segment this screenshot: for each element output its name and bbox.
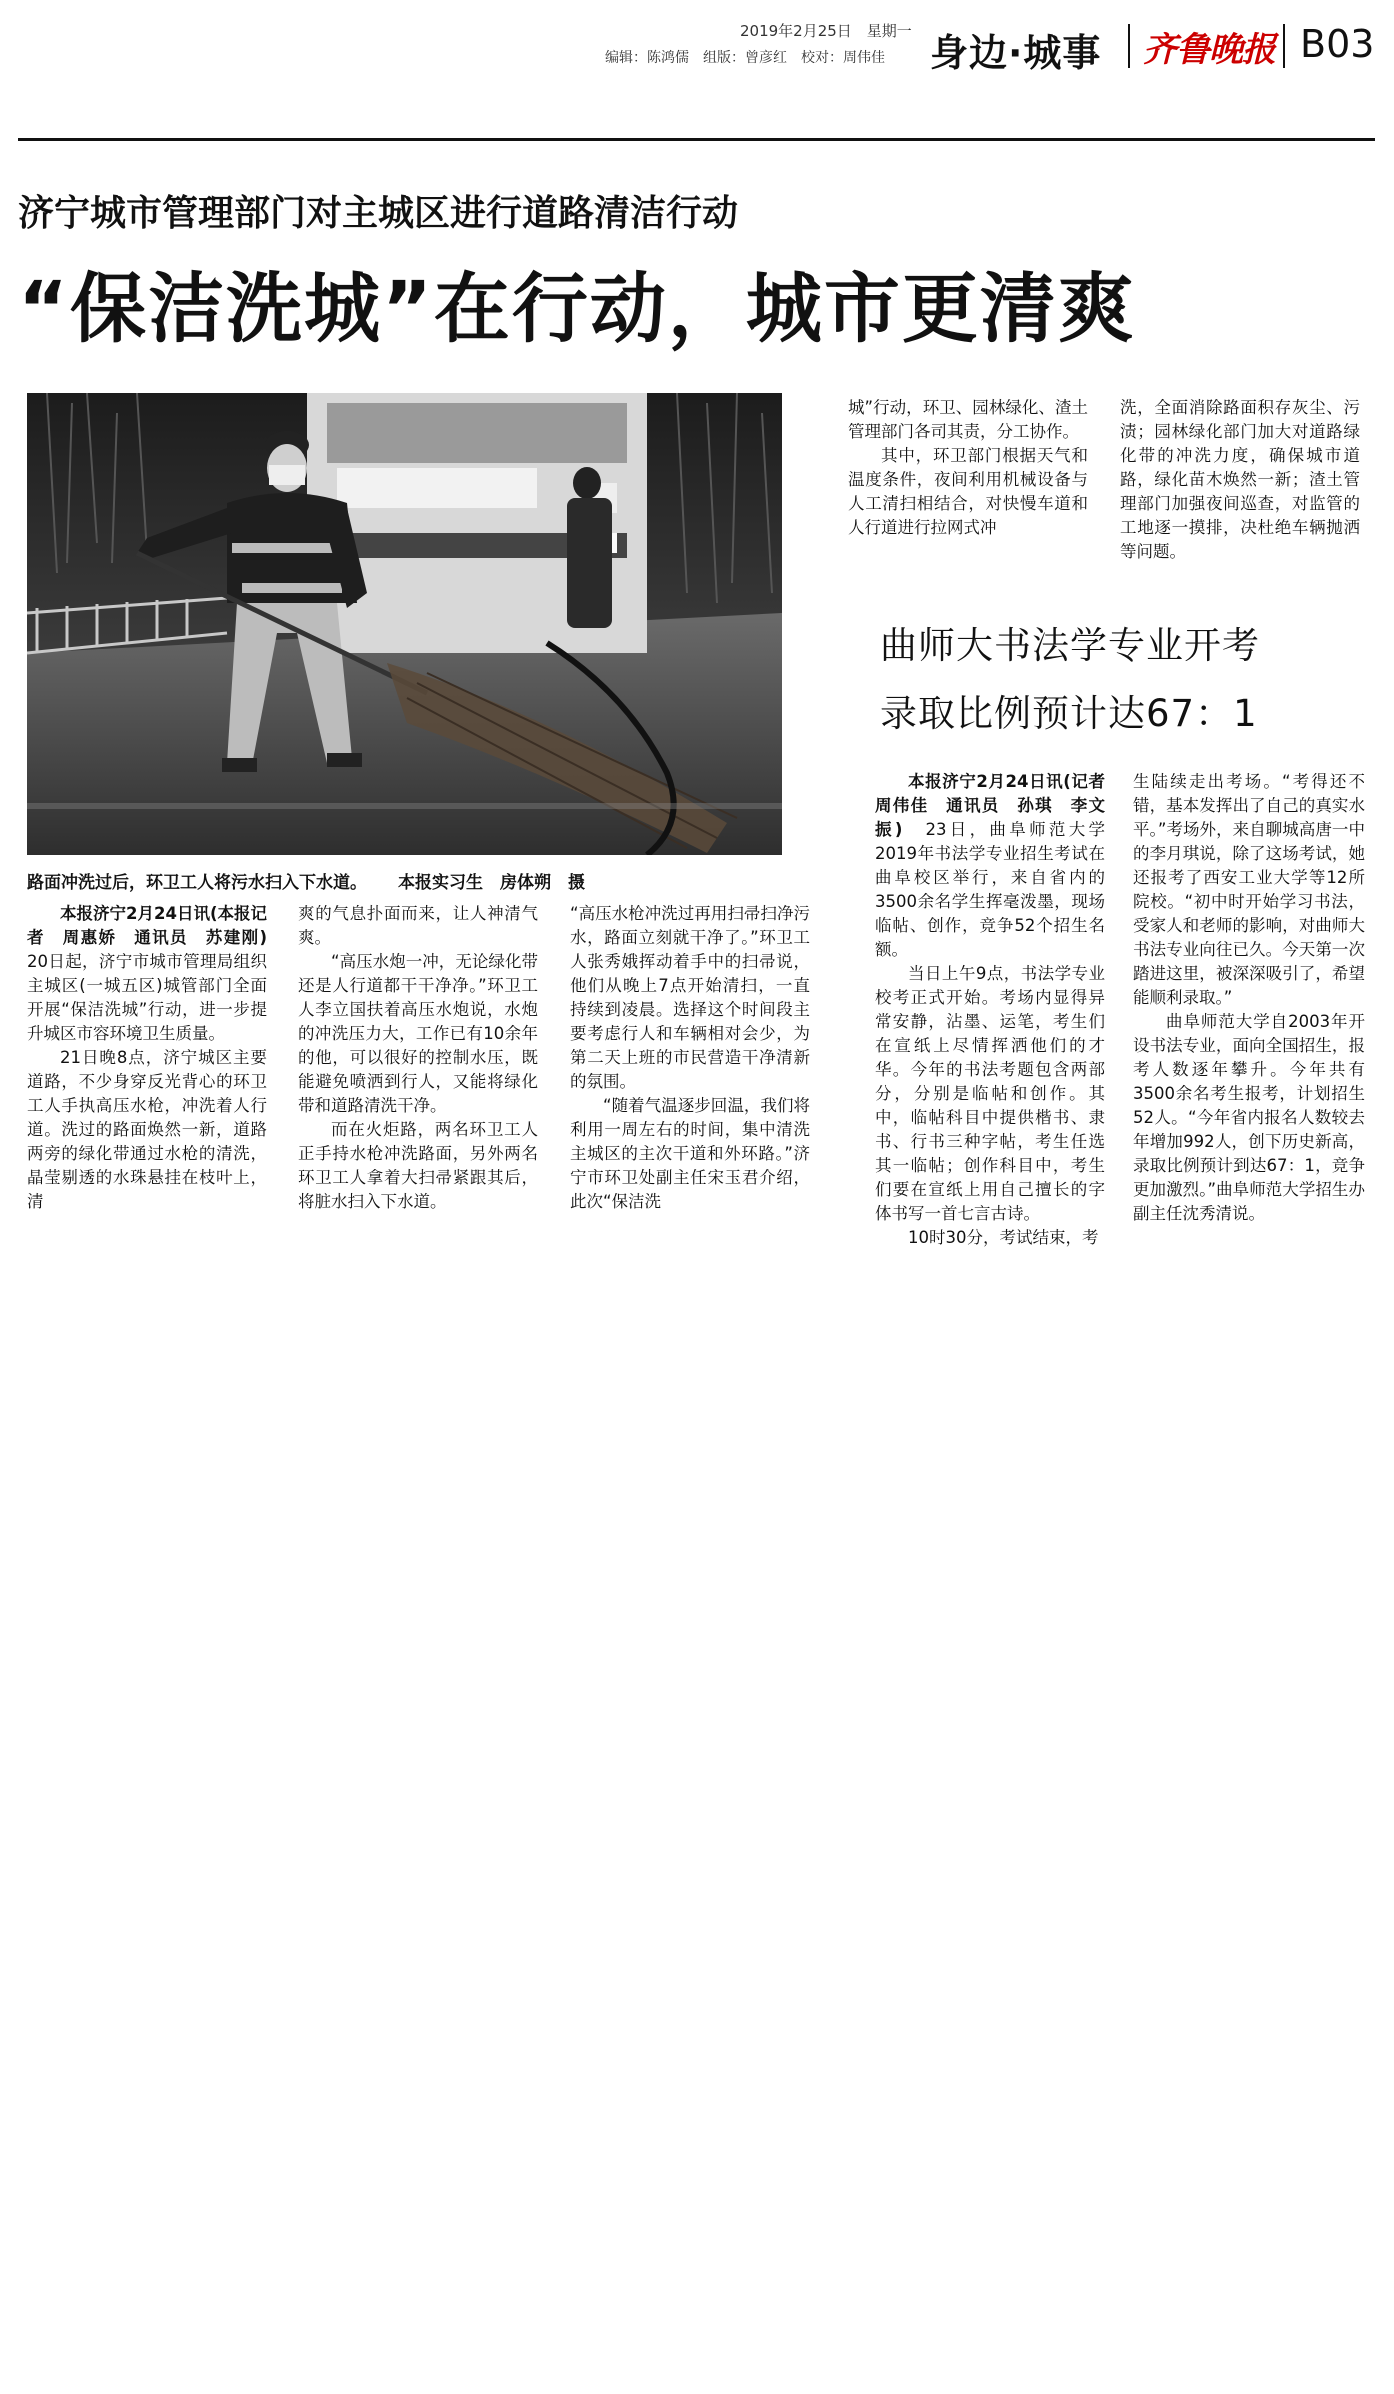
- article1-paragraph: 21日晚8点，济宁城区主要道路，不少身穿反光背心的环卫工人手执高压水枪，冲洗着人行道。洗过的路面焕然一新，道路两旁的绿化带通过水枪的清洗，晶莹剔透的水珠悬挂在枝叶上，清: [27, 1048, 267, 1211]
- article1-column-4: [848, 396, 1088, 540]
- article1-column-3: [570, 902, 810, 1214]
- article2-title-line1: 曲师大书法学专业开考: [880, 624, 1260, 667]
- photo-credit: 本报实习生 房体朔 摄: [398, 873, 585, 893]
- article1-dateline: 本报济宁2月24日讯(本报记者 周惠娇 通讯员 苏建刚): [27, 904, 267, 947]
- article2-paragraph: 生陆续走出考场。“考得还不错，基本发挥出了自己的真实水平。”考场外，来自聊城高唐一中的李月琪说，除了这场考试，她还报考了西安工业大学等12所院校。“初中时开始学习书法，受家人和老师的影响，对曲师大书法专业向往已久。今天第一次踏进这里，被深深吸引了，希望能顺利录取。”: [1133, 772, 1365, 1007]
- editor-credits: 编辑：陈鸿儒 组版：曾彦红 校对：周伟佳: [605, 50, 885, 66]
- article1-paragraph: 其中，环卫部门根据天气和温度条件，夜间利用机械设备与人工清扫相结合，对快慢车道和人行道进行拉网式冲: [848, 446, 1088, 537]
- article1-text: 20日起，济宁市城市管理局组织主城区(一城五区)城管部门全面开展“保洁洗城”行动，进一步提升城区市容环境卫生质量。: [27, 952, 267, 1043]
- article2-column-1: [875, 770, 1122, 1250]
- header-divider: [1128, 24, 1130, 68]
- article2-paragraph: 当日上午9点，书法学专业校考正式开始。考场内显得异常安静，沾墨、运笔，考生们在宣纸上尽情挥洒他们的才华。今年的书法考题包含两部分，分别是临帖和创作。其中，临帖科目中提供楷书、隶书、行书三种字帖，考生任选其一临帖；创作科目中，考生们要在宣纸上用自己擅长的字体书写一首七言古诗。: [875, 964, 1105, 1223]
- article2-dateline: 本报济宁2月24日讯(记者 周伟佳 通讯员 孙琪 李文振): [875, 772, 1122, 839]
- article2-text: 23日，曲阜师范大学2019年书法学专业招生考试在曲阜校区举行，来自省内的3500余名学生挥毫泼墨，现场临帖、创作，竞争52个招生名额。: [875, 820, 1106, 959]
- article1-paragraph: 城”行动，环卫、园林绿化、渣土管理部门各司其责，分工协作。: [848, 398, 1088, 441]
- article1-paragraph: 爽的气息扑面而来，让人神清气爽。: [298, 904, 538, 947]
- article1-paragraph: “高压水炮一冲，无论绿化带还是人行道都干干净净。”环卫工人李立国扶着高压水炮说，水炮的冲洗压力大，工作已有10余年的他，可以很好的控制水压，既能避免喷洒到行人，又能将绿化带和道路清洗干净。: [298, 952, 538, 1115]
- page-number: B03: [1300, 22, 1375, 66]
- article1-paragraph: [27, 902, 267, 1046]
- photo-caption: 路面冲洗过后，环卫工人将污水扫入下水道。: [27, 873, 367, 893]
- article-headline: “保洁洗城”在行动，城市更清爽: [18, 264, 1136, 353]
- article2-paragraph: [875, 770, 1122, 962]
- article1-column-5: [1120, 396, 1360, 564]
- section-title: 身边·城事: [930, 31, 1102, 75]
- article1-paragraph: “随着气温逐步回温，我们将利用一周左右的时间，集中清洗主城区的主次干道和外环路。”济宁市环卫处副主任宋玉君介绍，此次“保洁洗: [570, 1096, 810, 1211]
- news-photo: [27, 393, 782, 855]
- article2-paragraph: 曲阜师范大学自2003年开设书法专业，面向全国招生，报考人数逐年攀升。今年共有3500余名考生报考，计划招生52人。“今年省内报名人数较去年增加992人，创下历史新高，录取比例预计到达67：1，竞争更加激烈。”曲阜师范大学招生办副主任沈秀清说。: [1133, 1012, 1365, 1223]
- street-cleaning-photo: [27, 393, 782, 855]
- article2-paragraph: 10时30分，考试结束，考: [908, 1228, 1099, 1247]
- header-divider: [1283, 24, 1285, 68]
- article1-paragraph: 洗，全面消除路面积存灰尘、污渍；园林绿化部门加大对道路绿化带的冲洗力度，确保城市道路，绿化苗木焕然一新；渣土管理部门加强夜间巡查，对监管的工地逐一摸排，决杜绝车辆抛洒等问题。: [1120, 398, 1360, 561]
- newspaper-logo: 齐鲁晚报: [1143, 30, 1275, 70]
- article1-paragraph: “高压水枪冲洗过再用扫帚扫净污水，路面立刻就干净了。”环卫工人张秀娥挥动着手中的扫帚说，他们从晚上7点开始清扫，一直持续到凌晨。选择这个时间段主要考虑行人和车辆相对会少，为第二天上班的市民营造干净清新的氛围。: [570, 904, 810, 1091]
- article1-column-1: [27, 902, 267, 1214]
- issue-date: 2019年2月25日 星期一: [740, 22, 912, 40]
- article2-title-line2: 录取比例预计达67：1: [880, 692, 1258, 735]
- article1-paragraph: 而在火炬路，两名环卫工人正手持水枪冲洗路面，另外两名环卫工人拿着大扫帚紧跟其后，将脏水扫入下水道。: [298, 1120, 538, 1211]
- article2-column-2: [1133, 770, 1365, 1226]
- article-kicker: 济宁城市管理部门对主城区进行道路清洁行动: [18, 193, 739, 234]
- header-rule: [18, 138, 1375, 141]
- article1-column-2: [298, 902, 538, 1214]
